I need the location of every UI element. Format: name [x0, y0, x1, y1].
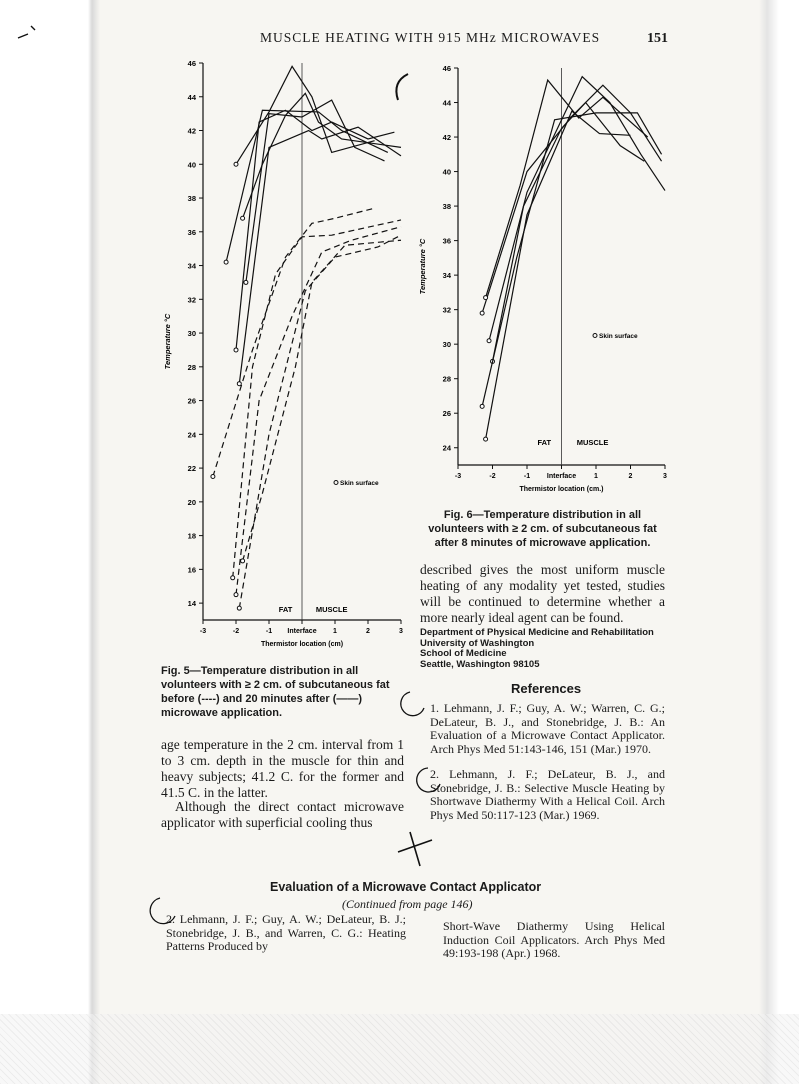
fig6-y-tick-label: 44: [442, 98, 451, 108]
fig6-y-tick-label: 34: [442, 271, 451, 281]
bottom-reference-right: Short-Wave Diathermy Using Helical Induction Coil Applicators. Arch Phys Med 49:193-198 (Apr.) 1968.: [443, 919, 665, 960]
fig6-muscle-label: MUSCLE: [576, 438, 609, 447]
affiliation-line: Department of Physical Medicine and Rehabilitation: [420, 627, 654, 638]
fig5-x-tick-label: -1: [265, 628, 273, 635]
fig5-y-tick-label: 42: [187, 126, 196, 136]
page-number: 151: [647, 31, 668, 46]
fig6-y-tick-label: 42: [442, 133, 451, 143]
fig5-x-tick-label: 3: [399, 628, 403, 635]
pen-circle: [401, 692, 424, 716]
fig6-y-axis-label: Temperature °C: [418, 238, 427, 295]
fig5-y-tick-label: 40: [187, 160, 196, 170]
right-column-text: described gives the most uniform muscle heating of any modality yet tested, studies will be continued to determine whether a more nearly ideal agent can be found.: [420, 562, 665, 625]
fig5-fat-label: FAT: [278, 605, 293, 614]
fig6-x-tick-label: -2: [489, 473, 496, 480]
fig6-y-tick-label: 32: [442, 305, 451, 315]
fig6-y-tick-label: 26: [442, 409, 451, 419]
fig6-y-tick-label: 24: [442, 443, 451, 453]
affiliation-line: Seattle, Washington 98105: [420, 658, 540, 670]
pen-circle: [417, 768, 440, 792]
fig6-legend-label: Skin surface: [599, 333, 638, 340]
fig6-y-tick-label: 38: [442, 202, 451, 212]
fig5-x-tick-label: -2: [232, 628, 240, 635]
fig5-y-tick-label: 32: [187, 295, 196, 305]
fig5-y-tick-label: 22: [187, 464, 196, 474]
fig5-x-tick-label: Interface: [287, 628, 317, 635]
fig5-y-tick-label: 46: [187, 59, 196, 68]
pen-stroke: [396, 74, 408, 100]
fig5-y-tick-label: 30: [187, 329, 196, 339]
affiliation-line: School of Medicine: [420, 648, 507, 659]
left-column-text-2: Although the direct contact microwave applicator with superficial cooling thus: [161, 799, 404, 830]
fig6-x-tick-label: -3: [454, 473, 462, 480]
fig5-x-tick-label: 2: [366, 628, 370, 635]
fig5-legend-label: Skin surface: [340, 480, 379, 487]
fig5-caption: Fig. 5—Temperature distribution in all volunteers with ≥ 2 cm. of subcutaneous fat before (----) and 20 minutes after (——) microwave application.: [161, 665, 390, 719]
fig5-x-tick-label: -3: [199, 628, 207, 635]
references-heading: References: [511, 681, 582, 696]
fig6-y-tick-label: 46: [442, 64, 451, 73]
fig5-x-tick-label: 1: [333, 628, 337, 635]
fig6-y-tick-label: 40: [442, 167, 451, 177]
running-header: MUSCLE HEATING WITH 915 MHz MICROWAVES: [260, 30, 601, 45]
fig5-muscle-label: MUSCLE: [315, 605, 348, 614]
fig6-caption: Fig. 6—Temperature distribution in all volunteers with ≥ 2 cm. of subcutaneous fat after 8 minutes of microwave application.: [428, 509, 657, 549]
fig5-y-tick-label: 16: [187, 565, 196, 575]
fig6-x-tick-label: 3: [663, 473, 667, 480]
pen-circle: [150, 898, 175, 924]
fig5-x-axis-label: Thermistor location (cm): [260, 641, 344, 648]
bottom-reference-left: 2. Lehmann, J. F.; Guy, A. W.; DeLateur, B. J.; Stonebridge, J. B., and Warren, C. G.: Heating Patterns Produced by: [166, 912, 406, 953]
fig5-y-tick-label: 24: [187, 430, 196, 440]
fig5-y-tick-label: 28: [187, 362, 196, 372]
fig6-y-tick-label: 36: [442, 236, 451, 246]
fig6-x-tick-label: 1: [594, 473, 598, 480]
fig6-fat-label: FAT: [537, 438, 552, 447]
fig5-y-tick-label: 34: [187, 261, 196, 271]
fig6-x-tick-label: Interface: [546, 473, 577, 480]
fig6-y-tick-label: 28: [442, 374, 451, 384]
fig5-y-axis-label: Temperature °C: [163, 313, 172, 370]
pen-star: [398, 832, 432, 866]
fig5-y-tick-label: 36: [187, 227, 196, 237]
fig5-y-tick-label: 20: [187, 497, 196, 507]
section-title: Evaluation of a Microwave Contact Applicator: [270, 880, 542, 894]
fig5-y-tick-label: 38: [187, 194, 196, 204]
reference-1: 1. Lehmann, J. F.; Guy, A. W.; Warren, C. G.; DeLateur, B. J., and Stonebridge, J. B.: An Evaluation of a Microwave Contact Applicator. Arch Phys Med 51:143-146, 151 (Mar.) 1970.: [430, 701, 665, 756]
fig6-x-tick-label: 2: [628, 473, 633, 480]
pen-mark: [18, 26, 35, 38]
fig5-y-tick-label: 26: [187, 396, 196, 406]
fig5-y-tick-label: 18: [187, 531, 196, 541]
affiliation-line: University of Washington: [420, 637, 535, 649]
fig5-y-tick-label: 44: [187, 92, 196, 102]
fig6-x-axis-label: Thermistor location (cm.): [519, 486, 604, 493]
left-column-text: age temperature in the 2 cm. interval from 1 to 3 cm. depth in the muscle for thin and heavy subjects; 41.2 C. for the former and 41.5 C. in the latter.: [161, 737, 404, 800]
fig6-x-tick-label: -1: [523, 473, 531, 480]
reference-2: 2. Lehmann, J. F.; DeLateur, B. J., and Stonebridge, J. B.: Selective Muscle Heating by Shortwave Diathermy With a Helical Coil. Arch Phys Med 50:117-123 (Mar.) 1969.: [430, 767, 665, 822]
continued-note: (Continued from page 146): [342, 897, 473, 911]
fig6-y-tick-label: 30: [442, 340, 451, 350]
fig5-y-tick-label: 14: [187, 599, 196, 609]
